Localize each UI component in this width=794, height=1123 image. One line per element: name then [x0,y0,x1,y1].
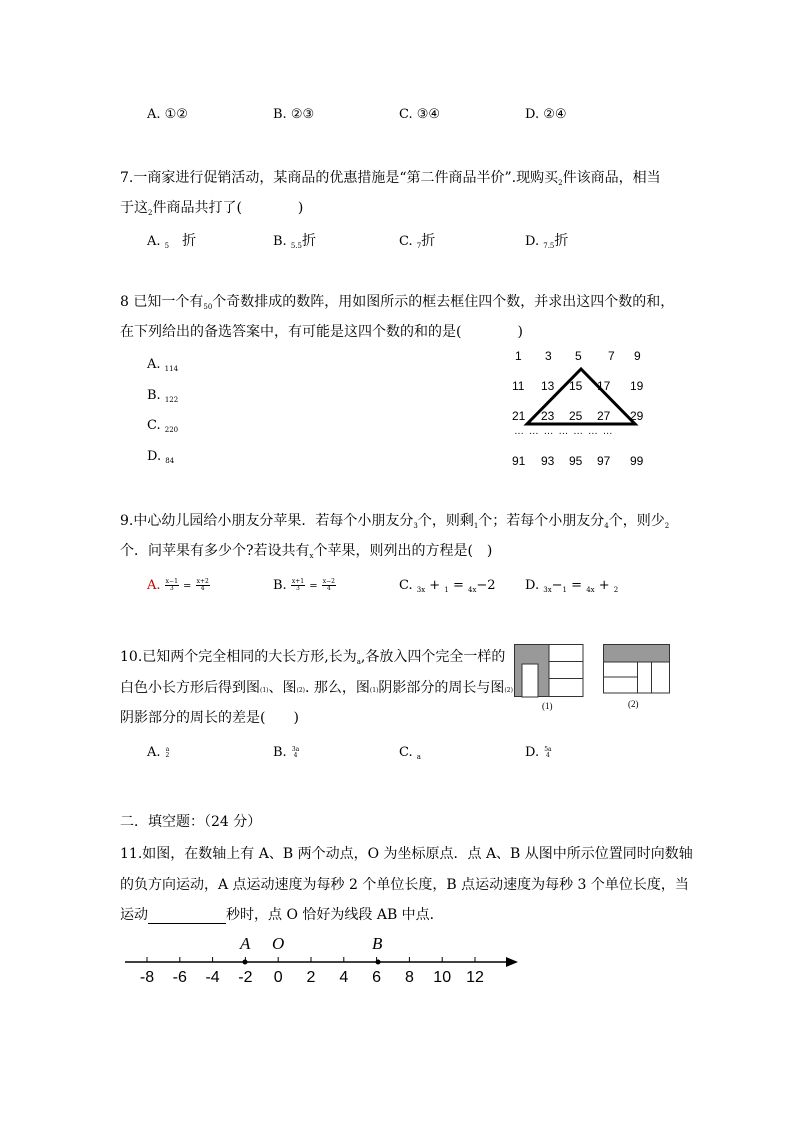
array-cell: 23 [541,409,555,423]
q10-option-a: A. a 2 [147,745,170,760]
q7-line2: 于这$_2$件商品共打了( ) [120,200,304,217]
axis-tick-label: 12 [466,969,484,986]
point-b-label: B [372,934,383,953]
q10-option-d: D. 5a 4 [525,745,552,760]
odd-number-array [505,344,665,474]
array-cell: 11 [512,379,525,393]
array-cell: 99 [630,454,644,468]
array-cell: 27 [597,409,611,423]
q10-option-c: C. $_a$ [399,745,421,761]
array-cell: 13 [541,379,555,393]
axis-tick-label: 4 [339,969,349,986]
q7-option-b: B. $_{5.5}$折 [273,233,316,250]
q8-option-a: A. $_{114}$ [147,357,179,373]
figure-2 [603,644,671,694]
axis-tick-label: 8 [404,969,414,986]
q6-option-d: D. ②④ [525,107,567,122]
figure-1-label: (1) [542,701,553,711]
q9-line2: 个．问苹果有多少个?若设共有$_x$个苹果，则列出的方程是( ) [120,543,493,560]
axis-tick-label: 6 [372,969,382,986]
q9-option-d: D. $_{3x}-_1 = _{4x} + _2$ [525,578,619,594]
array-cell: 97 [597,454,611,468]
array-cell: 15 [569,379,583,393]
q8-option-b: B. $_{122}$ [147,388,179,404]
figure-2-label: (2) [628,699,639,709]
array-cell: 3 [545,349,552,363]
triangle-frame [505,344,665,474]
q11-line3: 运动 秒时，点 O 恰好为线段 AB 中点． [120,907,444,923]
answer-blank[interactable] [148,909,226,924]
q10-line3: 阴影部分的周长的差是( ) [120,710,299,726]
q6-option-b: B. ②③ [273,107,315,122]
array-cell: 29 [630,409,644,423]
q11-line2: 的负方向运动，A 点运动速度为每秒 2 个单位长度，B 点运动速度为每秒 3 个单位长度，当 [120,877,689,893]
q10-line2: 白色小长方形后得到图(1)、图(2). 那么，图(1)阴影部分的周长与图(2) [120,680,513,696]
q9-option-a: A. $\frac{x-1}{3}$ = $\frac{x+2}{4}$ [147,578,209,593]
array-cell: 21 [512,409,526,423]
figure-1 [514,644,584,698]
array-cell: 9 [634,349,641,363]
q7-option-a: A. $_5$ 折 [147,233,197,250]
axis-tick-label: -6 [172,969,187,986]
axis-tick-label: 10 [433,969,452,986]
number-line [120,930,525,990]
q10-option-b: B. 3a 4 [273,745,300,760]
q9-option-c: C. $_{3x}$ + $_1$ = $_{4x}$−2 [399,578,496,594]
q9-option-b: B. $\frac{x+1}{3}$ = $\frac{x-2}{4}$ [273,578,335,593]
array-cell: 95 [569,454,583,468]
array-cell: 91 [512,454,526,468]
q8-option-c: C. $_{220}$ [147,418,179,434]
axis-tick-label: 2 [306,969,316,986]
array-cell: 19 [630,379,644,393]
array-cell: 17 [597,379,611,393]
q7-line1: 7.一商家进行促销活动，某商品的优惠措施是“第二件商品半价”.现购买$_2$件该商品，相当 [120,170,661,187]
array-ellipsis: … … … … … … … [514,426,614,437]
q7-option-c: C. $_7$折 [399,233,436,250]
axis-tick-label: -4 [205,969,220,986]
q8-line1: 8 已知一个有$_{50}$个奇数排成的数阵，用如图所示的框去框住四个数，并求出这四个数的和， [120,294,675,311]
q8-line2: 在下列给出的备选答案中，有可能是这四个数的和的是( ) [120,324,523,340]
q6-option-a: A. ①② [147,107,188,122]
array-cell: 1 [515,349,522,363]
axis-tick-label: -8 [139,969,155,986]
point-o-label: O [272,934,285,953]
q10-line1: 10.已知两个完全相同的大长方形,长为$_a$,各放入四个完全一样的 [120,649,506,666]
array-cell: 25 [569,409,583,423]
array-cell: 5 [575,349,582,363]
point-a-label: A [240,934,251,953]
q9-line1: 9.中心幼儿园给小朋友分苹果．若每个小朋友分$_3$个，则剩$_1$个；若每个小朋友分$_4$个，则少$_2$ [120,513,670,530]
q11-line1: 11.如图，在数轴上有 A、B 两个动点，O 为坐标原点．点 A、B 从图中所示位置同时向数轴 [120,846,693,862]
array-cell: 93 [541,454,555,468]
array-cell: 7 [608,349,615,363]
axis-tick-label: 0 [273,969,283,986]
q6-option-c: C. ③④ [399,107,441,122]
q7-option-d: D. $_{7.5}$折 [525,233,569,250]
axis-tick-label: -2 [238,969,253,986]
q8-option-d: D. $_{84}$ [147,449,175,465]
section-2-title: 二．填空题：（24 分） [120,814,262,830]
